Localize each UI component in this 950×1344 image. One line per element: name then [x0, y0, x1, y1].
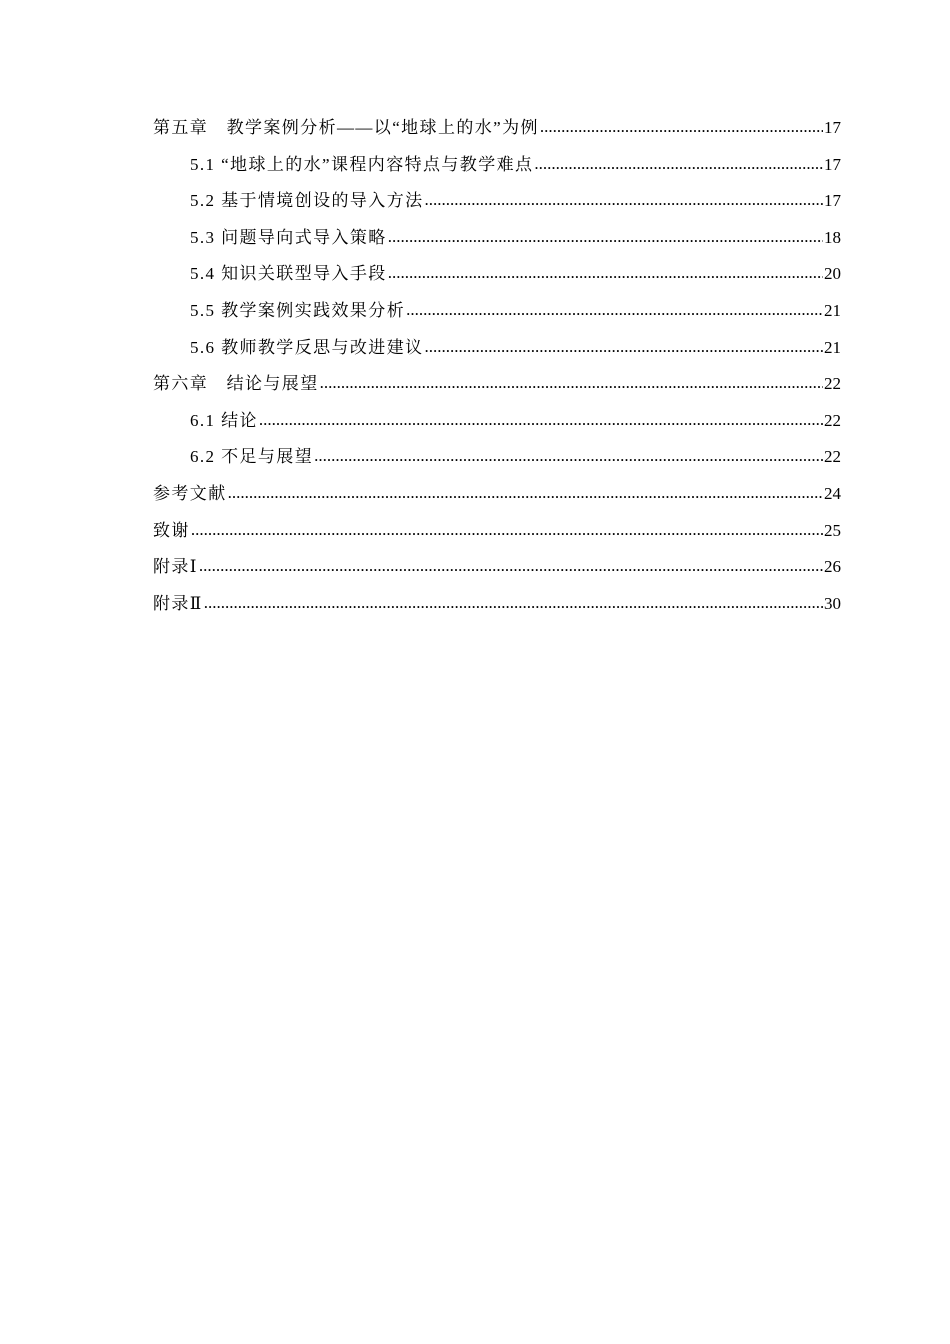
toc-entry-page: 21	[824, 337, 841, 357]
toc-dot-leader	[199, 548, 823, 585]
toc-dot-leader	[191, 512, 823, 549]
toc-entry-title: 致谢	[153, 520, 190, 540]
toc-entry-chapter-5[interactable]	[153, 110, 841, 147]
toc-dot-leader	[406, 292, 823, 329]
toc-entry-page: 22	[824, 447, 841, 467]
toc-entry-page: 18	[824, 227, 841, 247]
toc-entry-title: 5.5 教学案例实践效果分析	[190, 300, 406, 320]
toc-entry-title: 参考文献	[153, 483, 227, 503]
toc-entry-section-5-6[interactable]	[153, 330, 841, 367]
toc-entry-title: 5.4 知识关联型导入手段	[190, 264, 387, 284]
toc-dot-leader	[320, 365, 823, 402]
toc-entry-page: 17	[824, 118, 841, 137]
toc-entry-appendix-2[interactable]	[153, 586, 841, 623]
toc-entry-page: 17	[824, 154, 841, 174]
toc-entry-section-5-5[interactable]	[153, 293, 841, 330]
toc-entry-page: 30	[824, 593, 841, 613]
toc-entry-section-6-1[interactable]	[153, 403, 841, 440]
toc-entry-section-5-1[interactable]	[153, 147, 841, 184]
toc-entry-page: 24	[824, 483, 841, 503]
toc-entry-references[interactable]	[153, 476, 841, 513]
toc-entry-appendix-1[interactable]	[153, 549, 841, 586]
toc-entry-title: 6.1 结论	[190, 410, 258, 430]
toc-entry-page: 22	[824, 410, 841, 430]
toc-dot-leader	[204, 585, 823, 622]
toc-entry-page: 21	[824, 300, 841, 320]
toc-entry-title: 5.2 基于情境创设的导入方法	[190, 191, 424, 211]
toc-entry-title: 5.6 教师教学反思与改进建议	[190, 337, 424, 357]
toc-entry-page: 22	[824, 374, 841, 394]
toc-entry-section-6-2[interactable]	[153, 439, 841, 476]
toc-dot-leader	[540, 109, 823, 146]
toc-entry-page: 26	[824, 557, 841, 577]
toc-entry-title: 5.3 问题导向式导入策略	[190, 227, 387, 247]
toc-entry-title: 第五章 教学案例分析——以“地球上的水”为例	[153, 118, 539, 137]
toc-entry-title: 第六章 结论与展望	[153, 374, 319, 394]
toc-dot-leader	[425, 182, 824, 219]
toc-entry-page: 25	[824, 520, 841, 540]
toc-dot-leader	[425, 329, 824, 366]
toc-entry-title: 5.1 “地球上的水”课程内容特点与教学难点	[190, 154, 534, 174]
toc-entry-title: 附录Ⅰ	[153, 557, 198, 577]
toc-entry-section-5-4[interactable]	[153, 256, 841, 293]
toc-entry-acknowledgements[interactable]	[153, 513, 841, 550]
toc-entry-page: 20	[824, 264, 841, 284]
toc-entry-section-5-2[interactable]	[153, 183, 841, 220]
toc-dot-leader	[388, 219, 823, 256]
toc-dot-leader	[259, 402, 823, 439]
table-of-contents	[153, 110, 841, 622]
toc-dot-leader	[314, 438, 823, 475]
toc-entry-section-5-3[interactable]	[153, 220, 841, 257]
toc-dot-leader	[388, 255, 823, 292]
toc-dot-leader	[534, 146, 823, 183]
toc-entry-chapter-6[interactable]	[153, 366, 841, 403]
toc-entry-title: 附录Ⅱ	[153, 593, 203, 613]
toc-entry-page: 17	[824, 191, 841, 211]
toc-dot-leader	[228, 475, 823, 512]
toc-entry-title: 6.2 不足与展望	[190, 447, 314, 467]
